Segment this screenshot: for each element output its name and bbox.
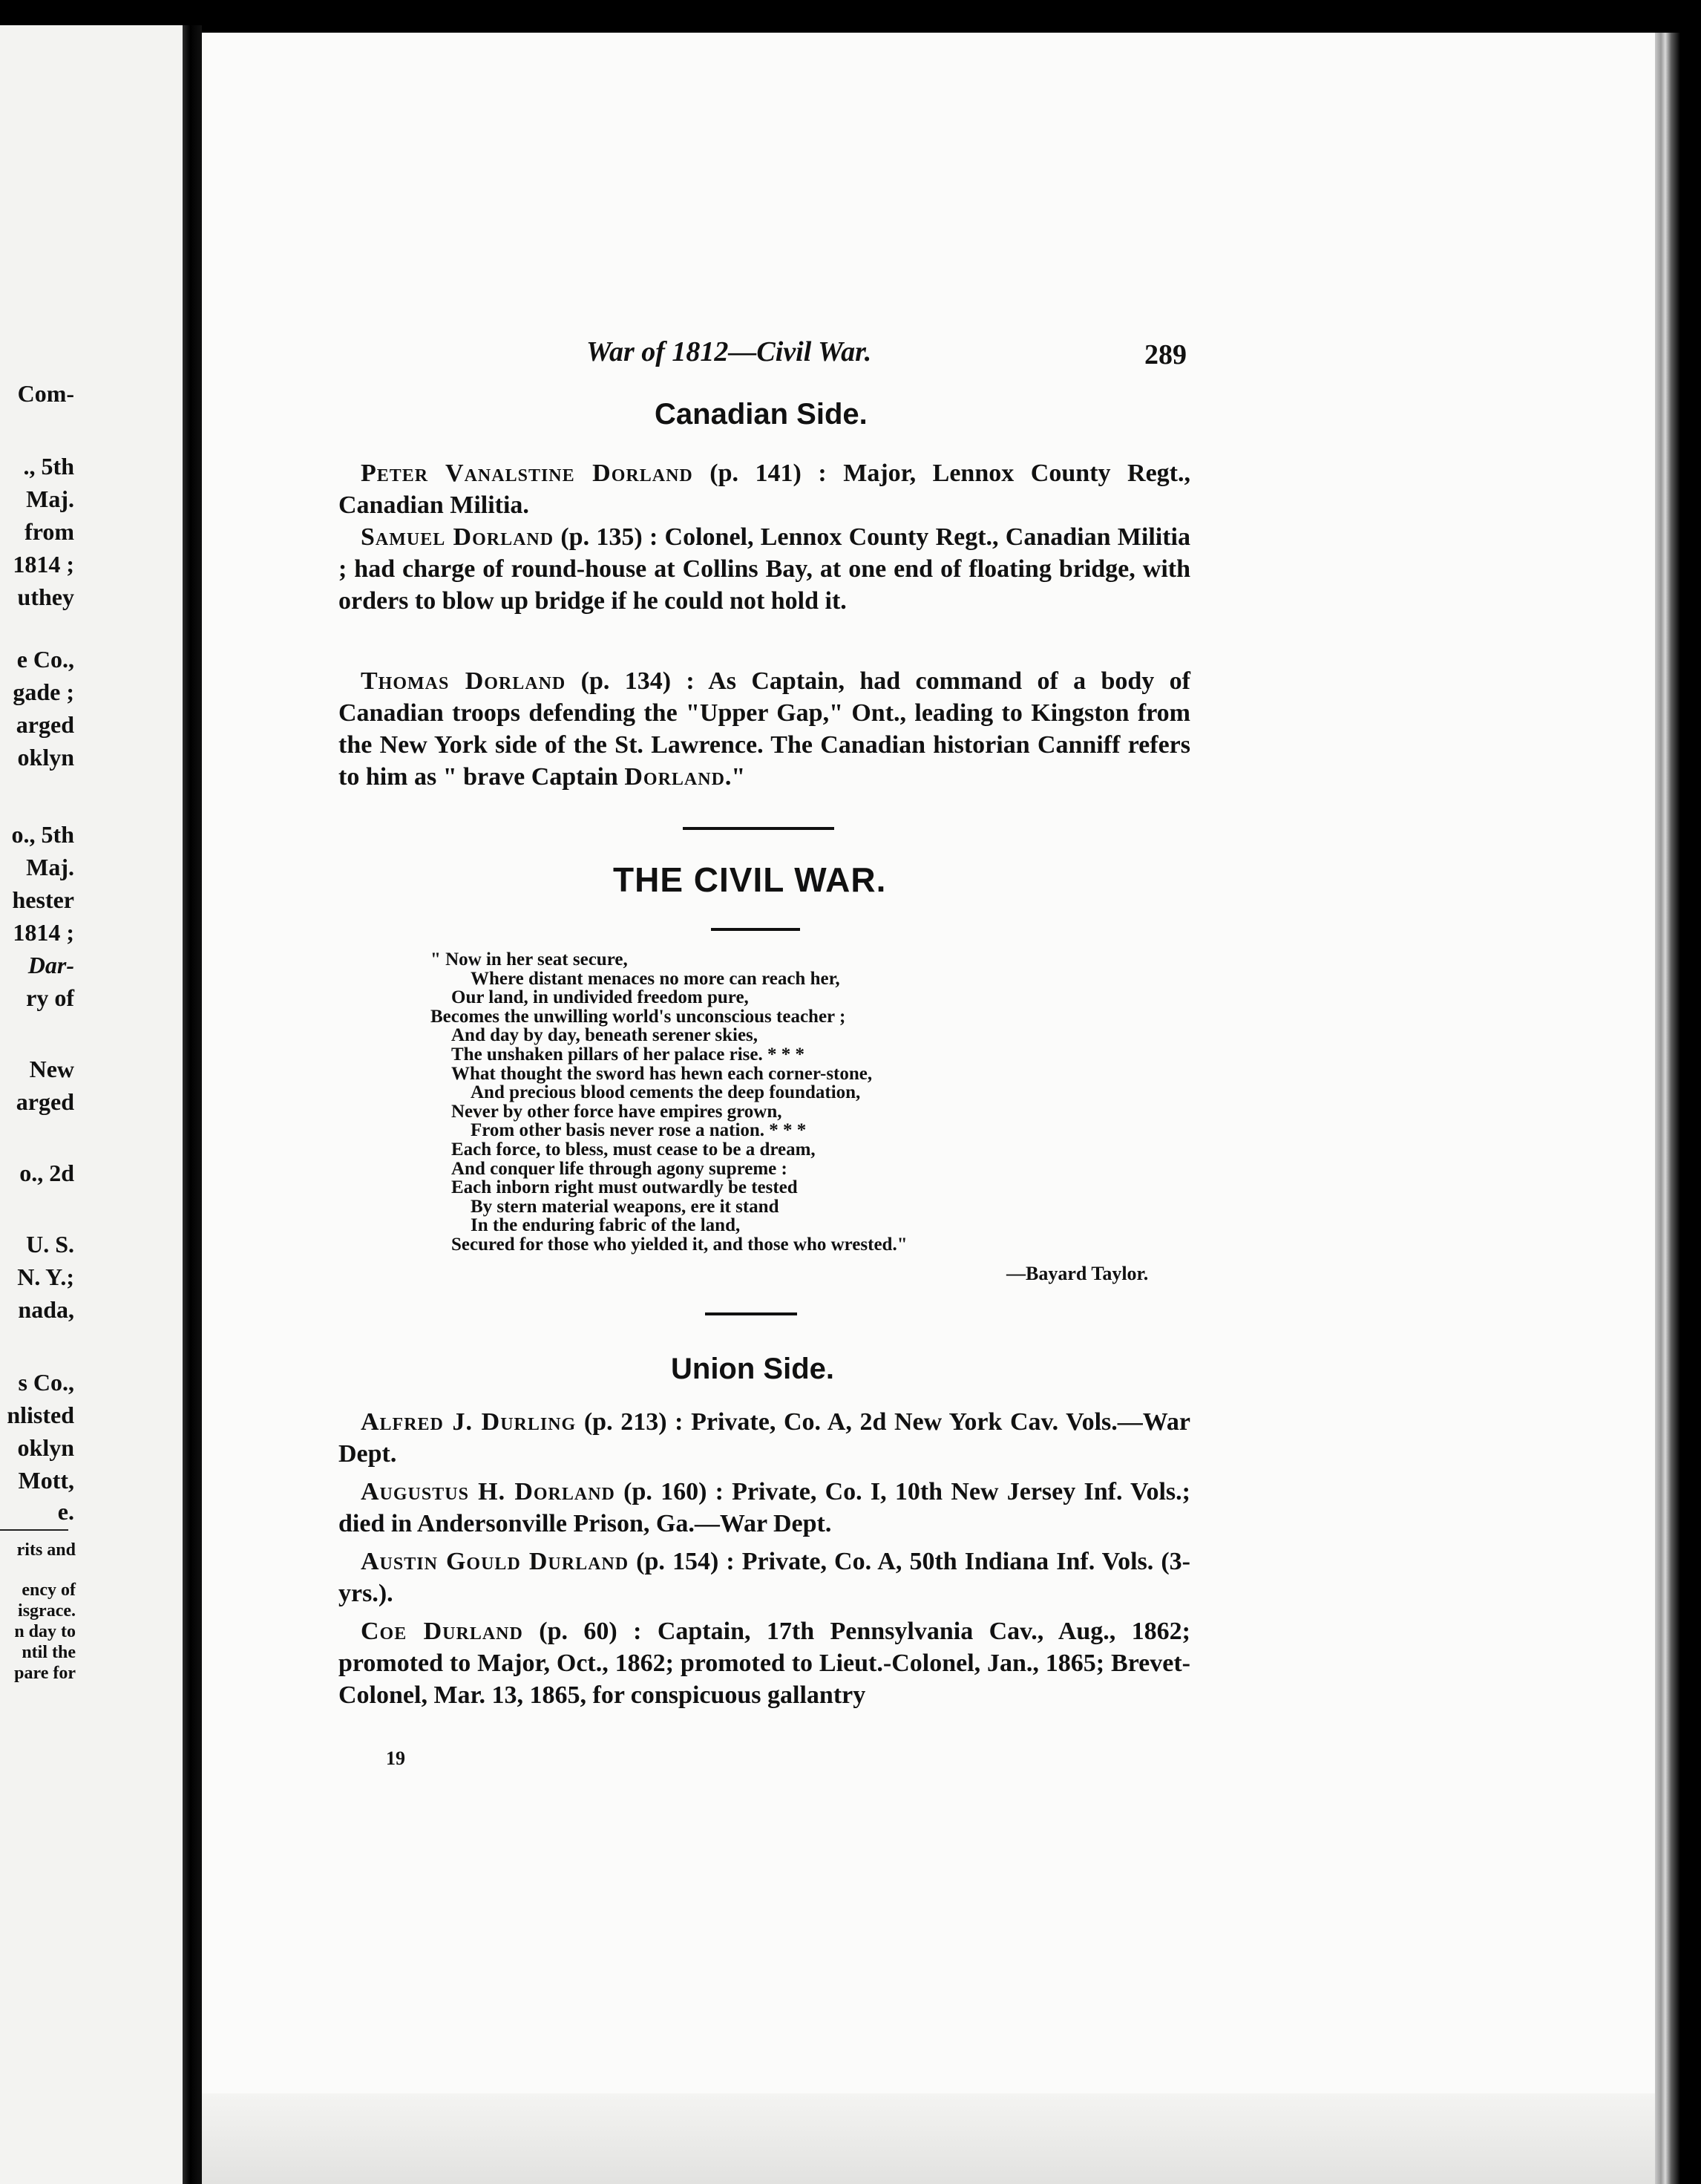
facing-page-note: n day to (14, 1622, 76, 1641)
page-bottom-shade (202, 2093, 1661, 2184)
facing-page-line: uthey (17, 583, 74, 610)
poem-line: Where distant menaces no more can reach her, (471, 968, 840, 989)
entry-name: Augustus H. Dorland (361, 1478, 615, 1505)
signature-mark: 19 (386, 1747, 405, 1769)
entry-name: Coe Durland (361, 1618, 523, 1645)
facing-page-line: e Co., (16, 646, 74, 673)
entry-thomas-dorland (338, 665, 1190, 793)
entry-name: Austin Gould Durland (361, 1548, 629, 1575)
page-number: 289 (1144, 339, 1187, 370)
facing-page-line: e. (57, 1498, 74, 1525)
entry-alfred-j-durling (338, 1406, 1190, 1470)
facing-page-line: Dar- (27, 952, 74, 978)
facing-page-rule (0, 1529, 68, 1531)
entry-text: (p. 134) : As Captain, had command of a body of Canadian troops defending the "Upper Gap," Ont., leading to Kingston from the New York side of the St. Lawrence. The Canadian historian Canniff refers to him as " brave Captain (338, 667, 1190, 791)
poem-attribution: —Bayard Taylor. (1006, 1263, 1149, 1284)
facing-page-line: oklyn (17, 744, 74, 771)
entry-text: (p. 141) : Major, Lennox County Regt., Canadian Militia. (338, 460, 1190, 519)
running-title: War of 1812—Civil War. (586, 336, 872, 367)
civil-war-heading: THE CIVIL WAR. (613, 860, 887, 899)
section-divider (705, 1312, 797, 1315)
poem-stanza (430, 950, 908, 1255)
heading-rule (711, 928, 800, 931)
facing-page-line: U. S. (26, 1231, 74, 1258)
facing-page-line: Maj. (26, 854, 74, 880)
poem-line: And precious blood cements the deep foundation, (471, 1082, 861, 1103)
facing-page-line: nlisted (7, 1402, 74, 1428)
facing-page-line: arged (16, 711, 74, 738)
entry-text: (p. 160) : Private, Co. I, 10th New Jersey Inf. Vols.; died in Andersonville Prison, Ga.—War Dept. (338, 1478, 1190, 1537)
facing-page-note: rits and (16, 1540, 76, 1560)
facing-page-line: oklyn (17, 1434, 74, 1461)
section-divider (683, 827, 834, 830)
facing-page-line: gade ; (13, 679, 74, 705)
facing-page-note: pare for (14, 1664, 76, 1683)
facing-page-line: Mott, (18, 1467, 74, 1494)
poem-line: Becomes the unwilling world's unconscious teacher ; (430, 1006, 846, 1027)
canadian-side-heading: Canadian Side. (655, 398, 868, 431)
facing-page-line: 1814 ; (13, 551, 74, 578)
facing-page-line: hester (12, 886, 74, 913)
scan-border-top (0, 0, 1701, 25)
facing-page-line: o., 5th (11, 821, 74, 848)
entry-name: Alfred J. Durling (361, 1408, 577, 1436)
facing-page-fragment (0, 25, 183, 2184)
union-side-heading: Union Side. (671, 1353, 834, 1385)
poem-line: From other basis never rose a nation. * * * (471, 1120, 807, 1141)
entry-text: (p. 60) : Captain, 17th Pennsylvania Cav., Aug., 1862; promoted to Major, Oct., 1862; promoted to Lieut.-Colonel, Jan., 1865; Brevet-Colonel, Mar. 13, 1865, for conspicuous gallantry (338, 1618, 1191, 1709)
poem-line: The unshaken pillars of her palace rise. * * * (451, 1044, 804, 1065)
entry-austin-gould-durland (338, 1546, 1190, 1609)
facing-page-line: from (24, 518, 74, 545)
facing-page-line: s Co., (18, 1369, 74, 1396)
entry-text: (p. 135) : Colonel, Lennox County Regt., Canadian Militia ; had charge of round-house at Collins Bay, at one end of floating bridge, with orders to blow up bridge if he could not hold it. (338, 523, 1190, 615)
facing-page-line: New (29, 1056, 74, 1082)
book-page (202, 33, 1661, 2184)
facing-page-line: nada, (18, 1296, 74, 1323)
entry-name: Peter Vanalstine Dorland (361, 460, 693, 487)
facing-page-line: Com- (17, 380, 74, 407)
entry-coe-durland (338, 1615, 1190, 1711)
facing-page-note: ntil the (22, 1643, 76, 1662)
facing-page-line: arged (16, 1088, 74, 1115)
poem-line: " Now in her seat secure, (430, 949, 628, 970)
poem-line: Never by other force have empires grown, (451, 1101, 782, 1122)
facing-page-line: N. Y.; (17, 1263, 74, 1290)
entry-name: Samuel Dorland (361, 523, 554, 551)
poem-line: What thought the sword has hewn each corner-stone, (451, 1063, 873, 1084)
entry-name: Thomas Dorland (361, 667, 566, 695)
poem-line: Secured for those who yielded it, and those who wrested." (451, 1234, 908, 1255)
page-edge (1655, 33, 1701, 2184)
facing-page-line: ry of (26, 984, 74, 1011)
poem-line: And conquer life through agony supreme : (451, 1158, 787, 1179)
poem-line: Our land, in undivided freedom pure, (451, 987, 749, 1008)
facing-page-note: ency of (22, 1580, 76, 1600)
entry-name-inline: Dorland (624, 763, 725, 791)
facing-page-line: o., 2d (19, 1160, 74, 1186)
entry-text: (p. 154) : Private, Co. A, 50th Indiana Inf. Vols. (3-yrs.). (338, 1548, 1190, 1607)
entry-augustus-h-dorland (338, 1476, 1190, 1540)
entry-samuel-dorland (338, 521, 1190, 617)
poem-line: And day by day, beneath serener skies, (451, 1025, 758, 1046)
poem-line: By stern material weapons, ere it stand (471, 1196, 779, 1217)
book-gutter (183, 25, 202, 2184)
entry-text-tail: ." (724, 763, 746, 791)
poem-line: Each inborn right must outwardly be tested (451, 1177, 798, 1198)
facing-page-line: Maj. (26, 485, 74, 512)
facing-page-note: isgrace. (18, 1601, 76, 1621)
facing-page-line: 1814 ; (13, 919, 74, 946)
facing-page-line: ., 5th (23, 453, 74, 480)
poem-line: In the enduring fabric of the land, (471, 1215, 741, 1236)
entry-text: (p. 213) : Private, Co. A, 2d New York Cav. Vols.—War Dept. (338, 1408, 1190, 1468)
entry-peter-vanalstine-dorland (338, 457, 1190, 521)
poem-line: Each force, to bless, must cease to be a dream, (451, 1139, 816, 1160)
